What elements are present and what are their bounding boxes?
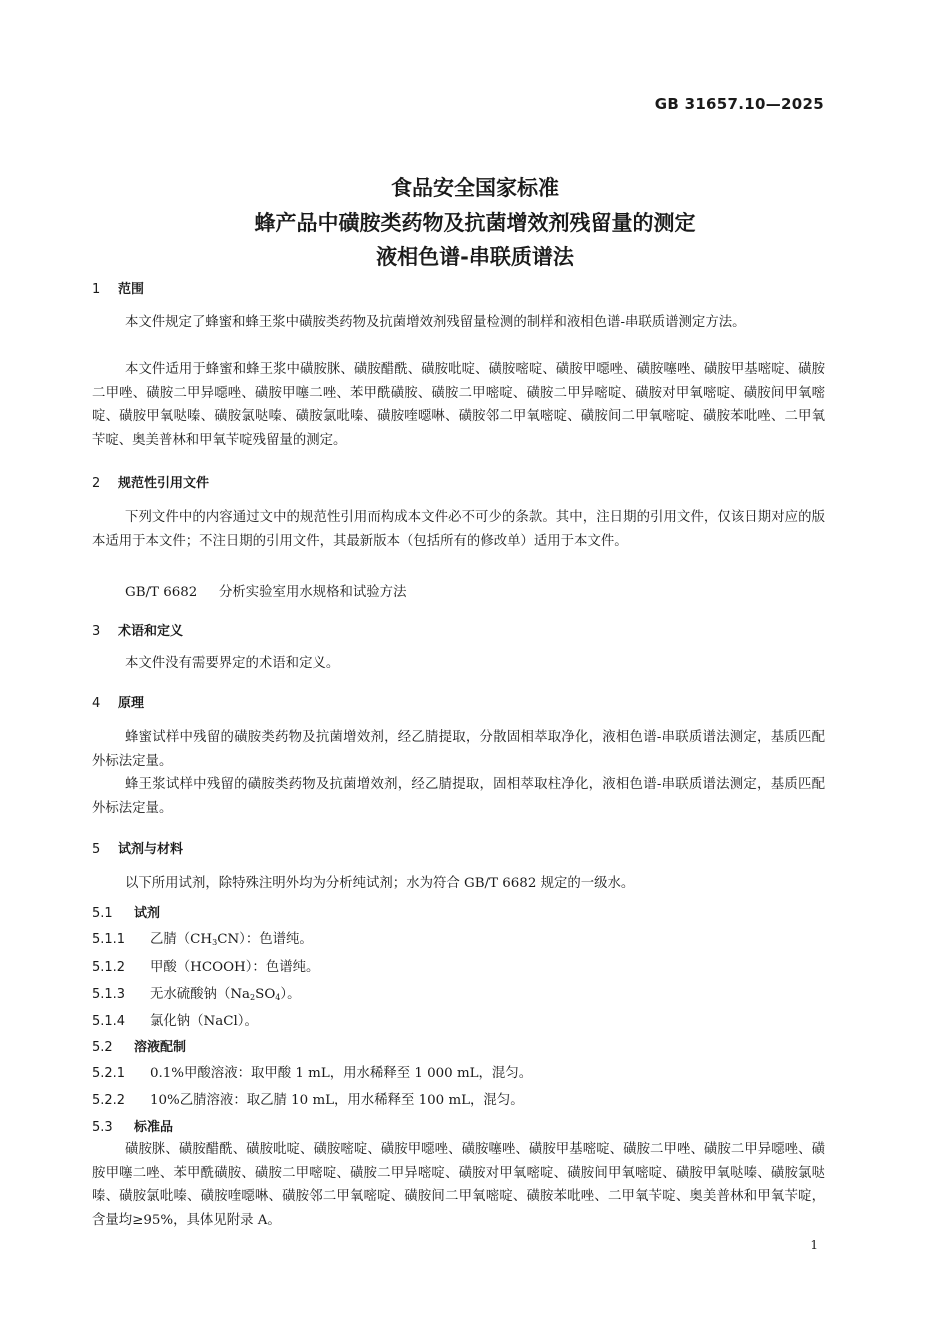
item-number: 5.1.3 (92, 987, 126, 1002)
section-title: 范围 (118, 282, 145, 297)
paragraph: 本文件适用于蜂蜜和蜂王浆中磺胺脒、磺胺醋酰、磺胺吡啶、磺胺嘧啶、磺胺甲噁唑、磺胺噻唑、磺胺甲基嘧啶、磺胺二甲唑、磺胺二甲异噁唑、磺胺甲噻二唑、苯甲酰磺胺、磺胺二甲嘧啶、磺胺二甲异嘧啶、磺胺对甲氧嘧啶、磺胺间甲氧嘧啶、磺胺甲氧哒嗪、磺胺氯哒嗪、磺胺氯吡嗪、磺胺喹噁啉、磺胺邻二甲氧嘧啶、磺胺间二甲氧嘧啶、磺胺苯吡唑、二甲氧苄啶、奥美普林和甲氧苄啶残留量的测定。 (92, 362, 825, 448)
title-line-1: 食品安全国家标准 (391, 176, 559, 200)
item-text: 氯化钠（NaCl）。 (150, 1014, 258, 1029)
section-number: 5.2 (92, 1040, 113, 1055)
item-text: ）。 (280, 987, 301, 1002)
subsection-5-3-heading (92, 1116, 173, 1135)
section-title: 溶液配制 (134, 1040, 187, 1055)
item-text: SO (255, 987, 276, 1002)
subscript: 4 (275, 993, 281, 1002)
paragraph: 以下所用试剂，除特殊注明外均为分析纯试剂；水为符合 GB/T 6682 规定的一级水。 (125, 876, 635, 891)
item-number: 5.1.1 (92, 932, 126, 947)
paragraph: 蜂蜜试样中残留的磺胺类药物及抗菌增效剂，经乙腈提取，分散固相萃取净化，液相色谱-串联质谱法测定，基质匹配外标法定量。 (92, 730, 825, 769)
section-number: 3 (92, 624, 101, 639)
reference-title: 分析实验室用水规格和试验方法 (219, 585, 407, 600)
section-5-heading (92, 838, 183, 857)
section-number: 5.1 (92, 906, 113, 921)
section-title: 规范性引用文件 (118, 476, 210, 491)
section-title: 标准品 (134, 1120, 174, 1135)
section-title: 原理 (118, 696, 145, 711)
item-5-1-4 (92, 1010, 258, 1029)
title-line-2: 蜂产品中磺胺类药物及抗菌增效剂残留量的测定 (254, 211, 696, 235)
item-5-2-2 (92, 1089, 524, 1108)
item-text: 乙腈（CH (150, 932, 213, 947)
paragraph: 下列文件中的内容通过文中的规范性引用而构成本文件必不可少的条款。其中，注日期的引用文件，仅该日期对应的版本适用于本文件；不注日期的引用文件，其最新版本（包括所有的修改单）适用于本文件。 (92, 510, 825, 549)
section-title: 术语和定义 (118, 624, 184, 639)
section-number: 1 (92, 282, 101, 297)
section-number: 4 (92, 696, 101, 711)
item-text: 甲酸（HCOOH）：色谱纯。 (150, 960, 320, 975)
normative-reference (125, 581, 406, 600)
section-4-heading (92, 692, 144, 711)
standard-code: GB 31657.10—2025 (654, 95, 824, 113)
item-5-1-2 (92, 956, 319, 975)
item-text: 0.1%甲酸溶液：取甲酸 1 mL，用水稀释至 1 000 mL，混匀。 (150, 1066, 533, 1081)
item-text: 无水硫酸钠（Na (150, 987, 251, 1002)
subsection-5-2-heading (92, 1036, 186, 1055)
item-5-1-1 (92, 928, 313, 947)
paragraph: 本文件规定了蜂蜜和蜂王浆中磺胺类药物及抗菌增效剂残留量检测的制样和液相色谱-串联质谱测定方法。 (125, 315, 746, 330)
section-1-heading (92, 278, 144, 297)
section-3-heading (92, 620, 183, 639)
paragraph: 蜂王浆试样中残留的磺胺类药物及抗菌增效剂，经乙腈提取，固相萃取柱净化，液相色谱-串联质谱法测定，基质匹配外标法定量。 (92, 777, 825, 816)
item-number: 5.2.1 (92, 1066, 126, 1081)
item-5-2-1 (92, 1062, 532, 1081)
section-number: 5 (92, 842, 101, 857)
section-number: 2 (92, 476, 101, 491)
subsection-5-1-heading (92, 902, 160, 921)
item-number: 5.1.4 (92, 1014, 126, 1029)
page-number: 1 (810, 1238, 818, 1252)
item-text: 10%乙腈溶液：取乙腈 10 mL，用水稀释至 100 mL，混匀。 (150, 1093, 524, 1108)
title-line-3: 液相色谱-串联质谱法 (376, 245, 574, 269)
item-number: 5.1.2 (92, 960, 126, 975)
section-number: 5.3 (92, 1120, 113, 1135)
item-5-1-3 (92, 983, 300, 1002)
subscript: 2 (250, 993, 256, 1002)
paragraph: 本文件没有需要界定的术语和定义。 (125, 656, 340, 671)
item-text: CN）：色谱纯。 (217, 932, 313, 947)
reference-code: GB/T 6682 (125, 585, 198, 600)
section-title: 试剂 (134, 906, 161, 921)
section-2-heading (92, 472, 209, 491)
section-title: 试剂与材料 (118, 842, 184, 857)
subscript: 3 (212, 938, 218, 947)
item-number: 5.2.2 (92, 1093, 126, 1108)
paragraph: 磺胺脒、磺胺醋酰、磺胺吡啶、磺胺嘧啶、磺胺甲噁唑、磺胺噻唑、磺胺甲基嘧啶、磺胺二甲唑、磺胺二甲异噁唑、磺胺甲噻二唑、苯甲酰磺胺、磺胺二甲嘧啶、磺胺二甲异嘧啶、磺胺对甲氧嘧啶、磺胺间甲氧嘧啶、磺胺甲氧哒嗪、磺胺氯哒嗪、磺胺氯吡嗪、磺胺喹噁啉、磺胺邻二甲氧嘧啶、磺胺间二甲氧嘧啶、磺胺苯吡唑、二甲氧苄啶、奥美普林和甲氧苄啶，含量均≥95%，具体见附录 A。 (92, 1142, 825, 1228)
